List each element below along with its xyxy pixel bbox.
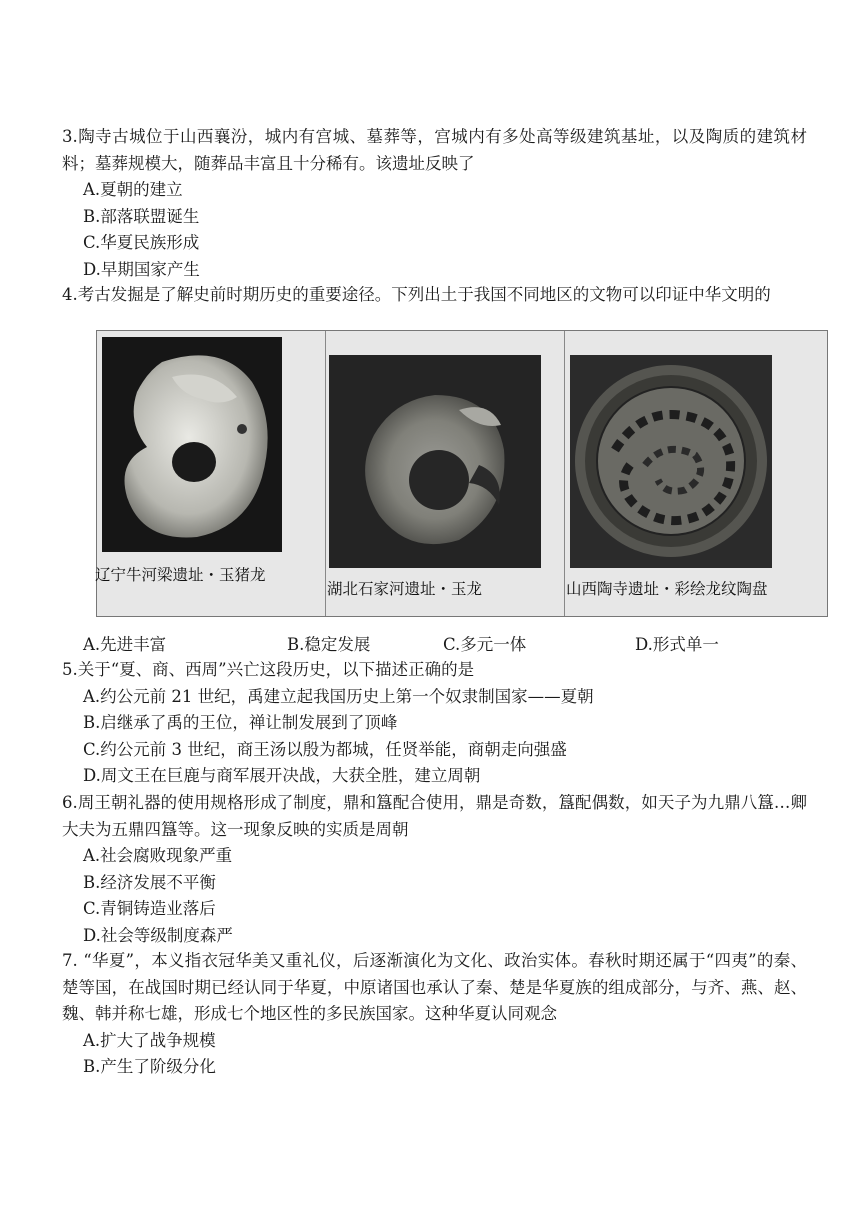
question-5-option-b: B.启继承了禹的王位，禅让制发展到了顶峰 xyxy=(83,713,398,732)
question-4-option-row xyxy=(62,632,807,659)
question-6-stem: 6.周王朝礼器的使用规格形成了制度，鼎和簋配合使用，鼎是奇数，簋配偶数，如天子为九鼎八簋…卿大夫为五鼎四簋等。这一现象反映的实质是周朝 xyxy=(62,793,807,839)
figure-cell-2 xyxy=(325,331,565,616)
question-3-stem: 3.陶寺古城位于山西襄汾，城内有宫城、墓葬等，宫城内有多处高等级建筑基址，以及陶质的建筑材料；墓葬规模大，随葬品丰富且十分稀有。该遗址反映了 xyxy=(62,127,807,173)
question-6-option-c: C.青铜铸造业落后 xyxy=(83,899,216,918)
question-7-option-b: B.产生了阶级分化 xyxy=(83,1057,216,1076)
painted-dragon-plate-icon xyxy=(570,355,772,568)
figure-caption-2: 湖北石家河遗址・玉龙 xyxy=(327,580,483,598)
question-4-figure-table xyxy=(96,330,828,617)
question-3 xyxy=(62,124,807,283)
jade-dragon-ring-icon xyxy=(329,355,541,568)
question-4-stem: 4.考古发掘是了解史前时期历史的重要途径。下列出土于我国不同地区的文物可以印证中华文明的 xyxy=(62,285,771,304)
question-4-option-b: B.稳定发展 xyxy=(287,635,371,654)
question-5-stem: 5.关于“夏、商、西周”兴亡这段历史，以下描述正确的是 xyxy=(62,660,475,679)
question-4-options xyxy=(62,632,807,659)
question-7-stem: 7. “华夏”，本义指衣冠华美又重礼仪，后逐渐演化为文化、政治实体。春秋时期还属于“四夷”的秦、楚等国，在战国时期已经认同于华夏，中原诸国也承认了秦、楚是华夏族的组成部分，与齐、燕、赵、魏、韩并称七雄，形成七个地区性的多民族国家。这种华夏认同观念 xyxy=(62,951,807,1023)
question-4-option-a: A.先进丰富 xyxy=(83,635,167,654)
question-3-option-d: D.早期国家产生 xyxy=(83,259,200,279)
question-5-option-c: C.约公元前 3 世纪，商王汤以殷为都城，任贤举能，商朝走向强盛 xyxy=(83,739,567,759)
figure-cell-3 xyxy=(564,331,827,616)
question-7 xyxy=(62,948,807,1081)
question-6-option-b: B.经济发展不平衡 xyxy=(83,872,216,892)
question-6 xyxy=(62,790,807,949)
question-6-option-d: D.社会等级制度森严 xyxy=(83,925,233,945)
figure-cell-1 xyxy=(97,331,326,616)
question-5-option-d: D.周文王在巨鹿与商军展开决战，大获全胜，建立周朝 xyxy=(83,766,481,785)
question-3-option-b: B.部落联盟诞生 xyxy=(83,206,200,226)
figure-caption-1: 辽宁牛河梁遗址・玉猪龙 xyxy=(95,566,266,584)
question-4-option-c: C.多元一体 xyxy=(443,635,527,654)
question-3-option-c: C.华夏民族形成 xyxy=(83,233,200,252)
question-7-option-a: A.扩大了战争规模 xyxy=(83,1030,216,1050)
figure-caption-3: 山西陶寺遗址・彩绘龙纹陶盘 xyxy=(566,580,768,598)
question-4 xyxy=(62,282,807,309)
question-5 xyxy=(62,657,807,790)
question-4-option-d: D.形式单一 xyxy=(635,635,719,654)
jade-pig-dragon-icon xyxy=(102,337,282,552)
question-6-option-a: A.社会腐败现象严重 xyxy=(83,846,233,865)
question-5-option-a: A.约公元前 21 世纪，禹建立起我国历史上第一个奴隶制国家——夏朝 xyxy=(83,686,594,706)
question-3-option-a: A.夏朝的建立 xyxy=(83,180,183,199)
